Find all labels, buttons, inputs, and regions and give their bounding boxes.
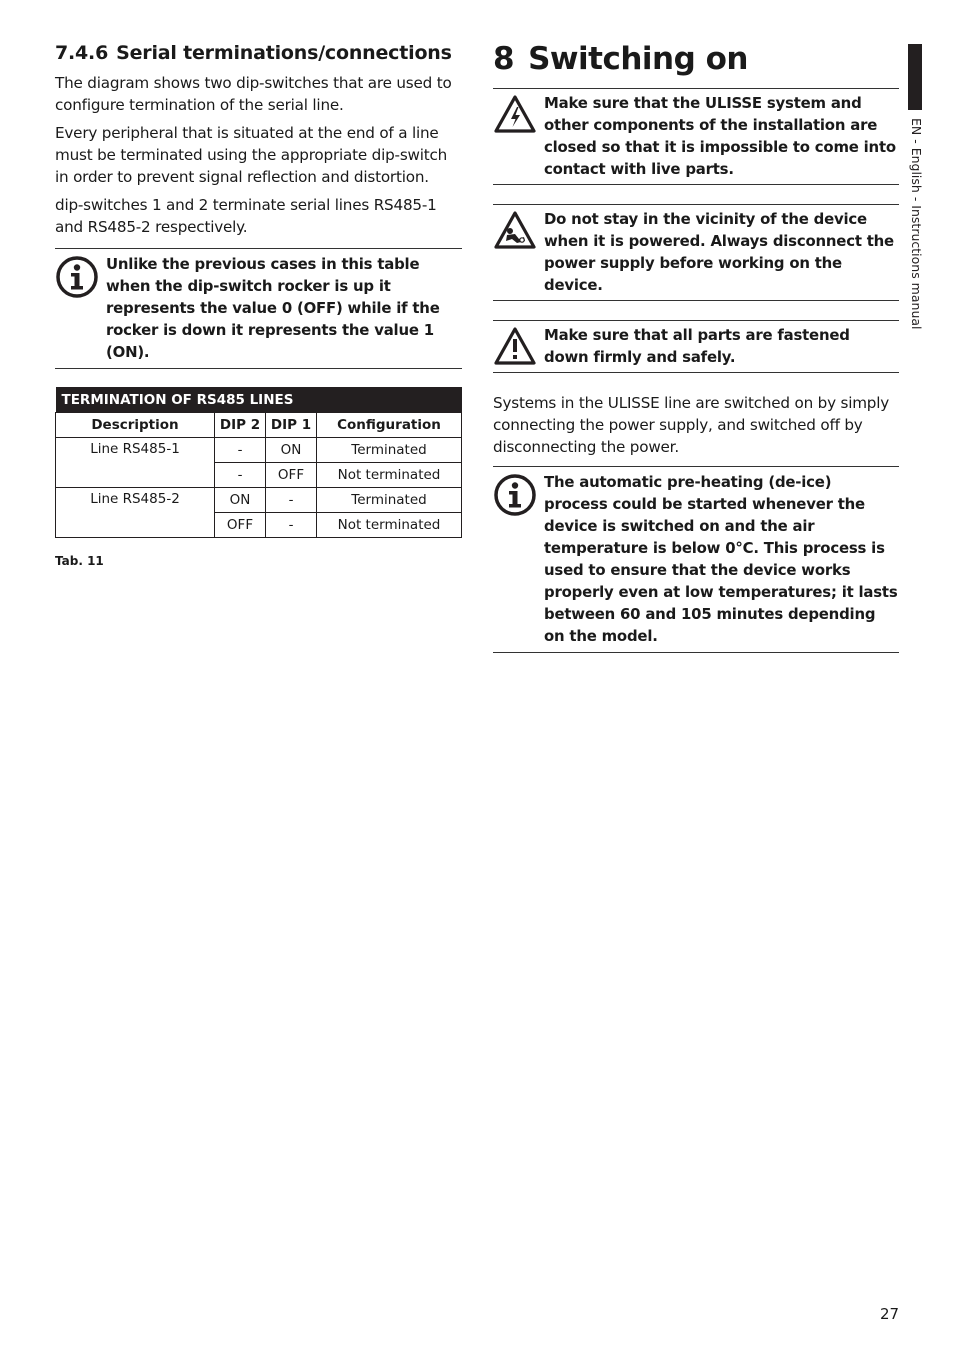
- paragraph: The diagram shows two dip-switches that are used to configure termination of the serial line.: [55, 74, 452, 114]
- paragraph: Systems in the ULISSE line are switched on by simply connecting the power supply, and switched off by disconnecting the power.: [493, 394, 890, 456]
- table-reference: Tab. 11: [55, 554, 104, 568]
- table-cell: ON: [215, 488, 266, 513]
- table-cell: Not terminated: [317, 513, 462, 538]
- electrical-hazard-icon: [493, 94, 537, 134]
- page-number: 27: [880, 1305, 900, 1323]
- table-row: [56, 488, 462, 513]
- section-number: 7.4.6: [55, 42, 109, 64]
- warning-box: [493, 88, 899, 185]
- table-cell: -: [266, 488, 317, 513]
- termination-table: [55, 387, 462, 538]
- table-header-row: [56, 413, 462, 438]
- table-cell: -: [215, 463, 266, 488]
- table-cell: Not terminated: [317, 463, 462, 488]
- chapter-number: 8: [493, 41, 515, 77]
- table-cell: OFF: [215, 513, 266, 538]
- warning-text: Do not stay in the vicinity of the device when it is powered. Always disconnect the power supply before working on the device.: [544, 210, 894, 294]
- section-title: Serial terminations/connections: [116, 42, 452, 64]
- table-row: [56, 438, 462, 463]
- info-icon: [55, 255, 99, 299]
- table-cell: Terminated: [317, 438, 462, 463]
- table-cell: Line RS485-2: [56, 488, 215, 538]
- column-header: DIP 2: [215, 413, 266, 438]
- column-header: Description: [56, 413, 215, 438]
- warning-text: Make sure that the ULISSE system and other components of the installation are closed so that it is impossible to come into contact with live parts.: [544, 94, 896, 178]
- table-caption: TERMINATION OF RS485 LINES: [56, 387, 462, 413]
- chapter-title: Switching on: [528, 41, 748, 77]
- table-cell: Terminated: [317, 488, 462, 513]
- warning-box: [493, 204, 899, 301]
- table-cell: Line RS485-1: [56, 438, 215, 488]
- column-header: DIP 1: [266, 413, 317, 438]
- table-cell: ON: [266, 438, 317, 463]
- info-note-text: The automatic pre-heating (de-ice) process could be started whenever the device is switched on and the air temperature is below 0°C. This process is used to ensure that the device works properly even at low temperatures; it lasts between 60 and 105 minutes depending on the model.: [544, 473, 898, 645]
- language-tab-bar: [908, 44, 922, 110]
- warning-box: [493, 320, 899, 373]
- info-icon: [493, 473, 537, 517]
- section-heading: [55, 40, 462, 66]
- info-note-text: Unlike the previous cases in this table when the dip-switch rocker is up it represents the value 0 (OFF) while if the rocker is down it represents the value 1 (ON).: [106, 255, 440, 361]
- table-cell: -: [215, 438, 266, 463]
- paragraph: dip-switches 1 and 2 terminate serial lines RS485-1 and RS485-2 respectively.: [55, 196, 437, 236]
- left-column: [55, 40, 462, 568]
- general-warning-icon: [493, 326, 537, 366]
- warning-text: Make sure that all parts are fastened down firmly and safely.: [544, 326, 850, 366]
- table-cell: -: [266, 513, 317, 538]
- moving-parts-hazard-icon: [493, 210, 537, 250]
- table-cell: OFF: [266, 463, 317, 488]
- right-column: [493, 40, 899, 653]
- chapter-heading: [493, 40, 899, 78]
- paragraph: Every peripheral that is situated at the end of a line must be terminated using the appropriate dip-switch in order to prevent signal reflection and distortion.: [55, 124, 448, 186]
- info-note: [493, 466, 899, 653]
- language-tab-label: EN - English - Instructions manual: [909, 118, 924, 330]
- column-header: Configuration: [317, 413, 462, 438]
- info-note: [55, 248, 462, 369]
